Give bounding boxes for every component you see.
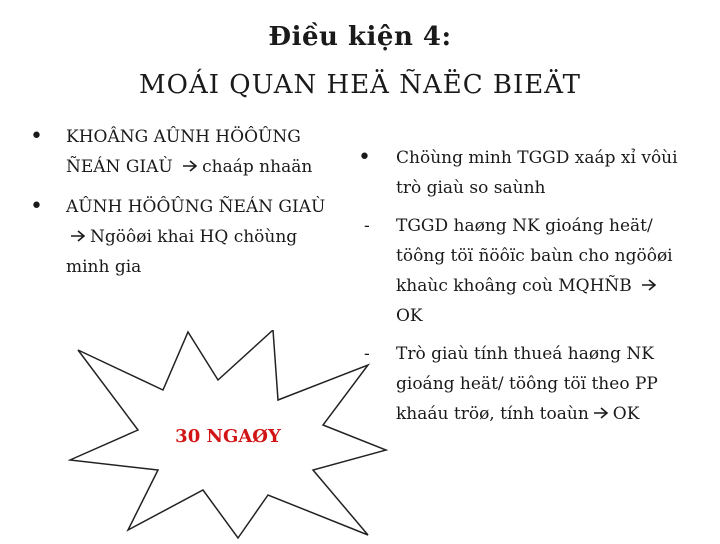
bullet-icon: •	[30, 124, 43, 149]
starburst-callout	[68, 330, 388, 540]
arrow-right-icon	[182, 159, 198, 173]
arrow-right-icon	[70, 229, 86, 243]
right-item-text: Trò giaù tính thueá haøng NK gioáng heät/ töông töï theo PP khaáu tröø, tính toaùn	[396, 344, 658, 424]
left-bullet-item	[30, 122, 345, 182]
left-item-result: Ngöôøi khai HQ chöùng minh gia	[66, 227, 298, 277]
right-bullet-item	[358, 143, 688, 203]
slide-subtitle: MOÁI QUAN HEÄ ÑAËC BIEÄT	[139, 70, 581, 100]
left-column	[30, 122, 345, 286]
right-item-result: OK	[612, 404, 640, 424]
arrow-right-icon	[641, 278, 657, 292]
left-item-text: AÛNH HÖÔÛNG ÑEÁN GIAÙ	[66, 197, 326, 217]
right-item-text: TGGD haøng NK gioáng heät/ töông töï ñöôïc baùn cho ngöôøi khaùc khoâng coù MQHÑB	[396, 216, 673, 296]
slide-title: Điều kiện 4:	[268, 22, 452, 52]
bullet-icon: •	[358, 145, 371, 170]
arrow-right-icon	[593, 406, 609, 420]
burst-label: 30 NGAØY	[175, 426, 281, 447]
left-bullet-item	[30, 192, 345, 282]
right-column	[358, 143, 688, 437]
right-dash-item	[358, 211, 688, 331]
dash-marker: -	[364, 216, 370, 236]
right-item-result: OK	[396, 306, 423, 326]
right-dash-item	[358, 339, 688, 429]
dash-marker: -	[364, 344, 370, 364]
bullet-icon: •	[30, 194, 43, 219]
left-item-text: KHOÂNG AÛNH HÖÔÛNG ÑEÁN GIAÙ	[66, 127, 301, 177]
right-item-text: Chöùng minh TGGD xaáp xỉ vôùi trò giaù so saùnh	[396, 148, 678, 198]
left-item-result: chaáp nhaän	[202, 157, 313, 177]
